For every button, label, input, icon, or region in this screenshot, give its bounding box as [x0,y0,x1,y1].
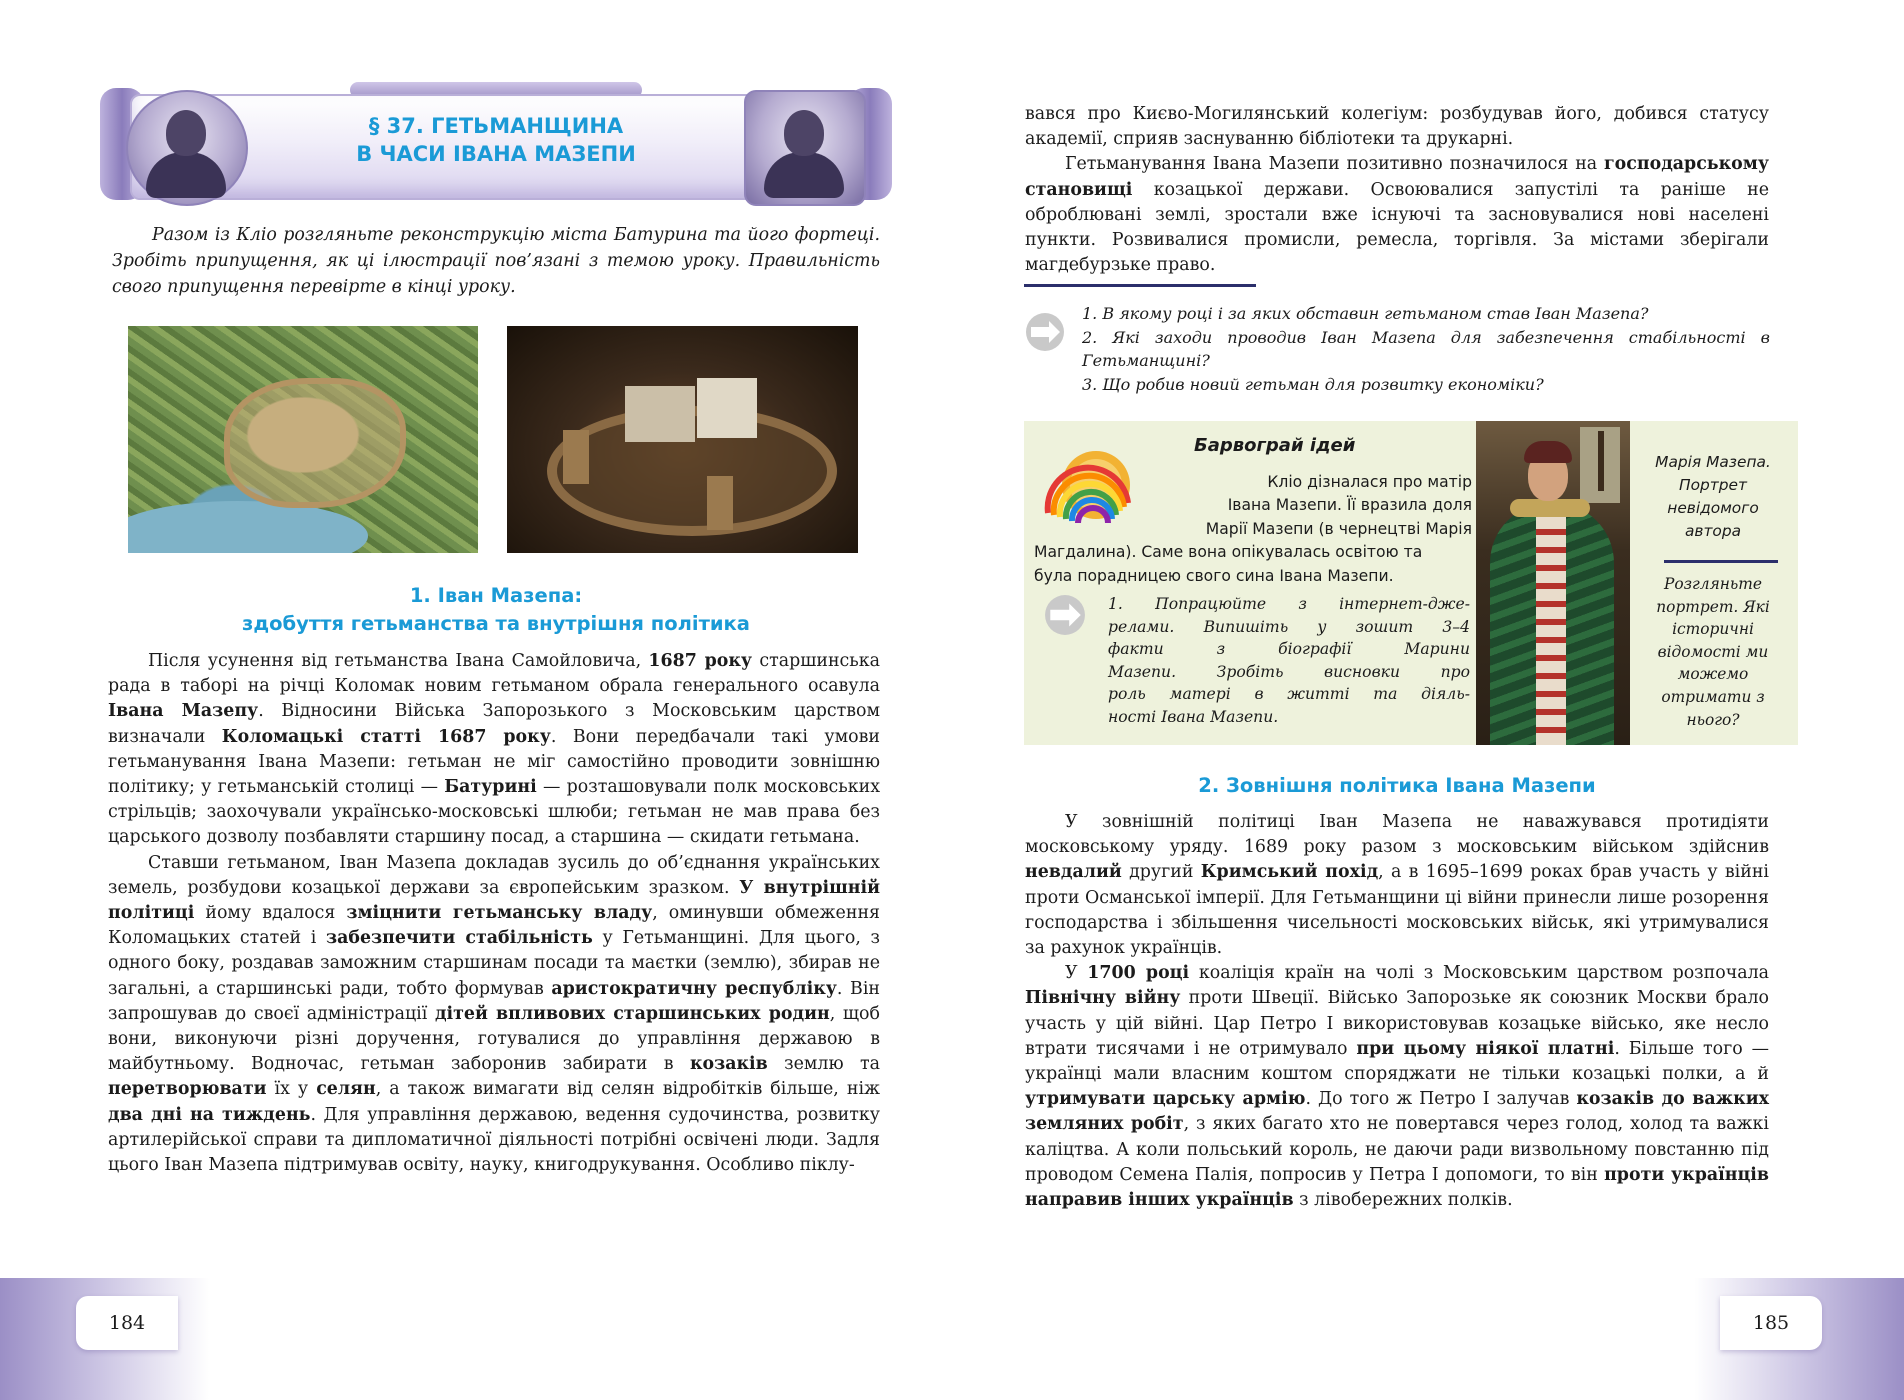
review-questions [1082,302,1770,396]
portrait-task: Розгляньте портрет. Які історичні відомості ми можемо отримати з нього? [1656,575,1770,729]
ideas-box-task: 1. Попрацюйте з інтернет-дже- релами. Випишіть у зошит 3–4 факти з біографії Марини Мазепи. Зробіть висновки про роль матері в житті та діяль- ності Івана Мазепи. [1108,595,1470,726]
ideas-box [1024,421,1798,745]
right-page [952,0,1904,1400]
maria-mazepa-portrait [1476,421,1630,745]
paragraph-internal-policy: Ставши гетьманом, Іван Мазепа докладав зусиль до об’єднання українських земель, розбудови козацької держави за європейським зразком. У внутрішній політиці йому вдалося зміцнити гетьманську владу, оминувши обмеження Коломацьких статей і забезпечити стабільність у Гетьманщині. Для цього, з одного боку, роздавав заможним старшинам посади та маєтки (землю), збирав не загальні, а старшинські ради, тобто формував аристократичну республіку. Він запрошував до своєї адміністрації дітей впливових старшинських родин, щоб вони, виконуючи різні доручення, готувалися до управління державою в майбутньому. Водночас, гетьман заборонив забирати в козаків землю та перетворювати їх у селян, а також вимагати від селян відробітків більше, ніж два дні на тиждень. Для управління державою, ведення судочинства, розвитку артилерійської справи та дипломатичної діяльності потрібні освічені люди. Задля цього Іван Мазепа підтримував освіту, науку, книгодрукування. Особливо піклу- [108,852,881,1176]
right-body-top [1025,102,1769,278]
paragraph-northern-war: У 1700 році коаліція країн на чолі з Московським царством розпочала Північну війну проти Швеції. Військо Запорозьке як союзник Москви брало участь у цій війні. Цар Петро І використовував козацьке військо, яке несло втрати тисячами і не отримувало при цьому ніякої платні. Більше того — українці мали власним коштом споряджати не тільки козацькі полки, а й утримувати царську армію. До того ж Петро І залучав козаків до важких земляних робіт, з яких багато хто не повертався через голод, холод та важкі каліцтва. А коли польський король, не даючи ради визвольному повстанню під проводом Семена Палія, попросив у Петра І допомоги, то він проти українців направив інших українців з лівобережних полків. [1025,963,1770,1211]
chapter-title [260,112,732,168]
ideas-box-title: Барвограй ідей [1194,435,1356,456]
hetman-portrait-right [744,90,866,206]
questions-divider [1024,284,1256,287]
question-item: 2. Які заходи проводив Іван Мазепа для забезпечення стабільності в Гетьманщині? [1082,327,1770,371]
chapter-banner [100,78,892,208]
intro-text: Разом із Кліо розгляньте реконструкцію міста Батурина та його фортеці. Зробіть припущення, як ці ілюстрації пов’язані з темою уроку. Правильність свого припущення перевірте в кінці уроку. [112,225,880,297]
baturyn-reconstruction-image [128,326,478,553]
paragraph-academy: вався про Києво-Могилянський колегіум: розбудував його, добився статусу академії, сприяв заснуванню бібліотеки та друкарні. [1025,104,1769,150]
section2-heading: 2. Зовнішня політика Івана Мазепи [1198,774,1596,797]
baturyn-fortress-image [507,326,858,553]
chapter-title-line1: § 37. ГЕТЬМАНЩИНА [368,114,624,138]
question-item: 3. Що робив новий гетьман для розвитку економіки? [1082,374,1544,394]
ideas-box-text: Кліо дізналася про матір Івана Мазепи. Її вразила доля Марії Мазепи (в чернецтві Марія Магдалина). Саме вона опікувалась освітою та була порадницею свого сина Івана Мазепи. [1034,473,1472,585]
page-number-left: 184 [76,1296,178,1350]
page-number-right: 185 [1720,1296,1822,1350]
left-body-text [108,649,880,1178]
paragraph-election: Після усунення від гетьманства Івана Самойловича, 1687 року старшинська рада в таборі на річці Коломак новим гетьманом обрала генерального осавула Івана Мазепу. Відносини Війська Запорозького з Московським царством визначали Коломацькі статті 1687 року. Вони передбачали такі умови гетьманування Івана Мазепи: гетьман не міг самостійно проводити зовнішню політику; у гетьманській столиці — Батурині — розташовували полк московських стрільців; заохочували українсько-московські шлюби; гетьман не мав права без царського дозволу позбавляти старшину посад, а старшина — скидати гетьмана. [108,651,881,848]
section1-heading-line1: 1. Іван Мазепа: [409,584,583,607]
task-arrow-icon [1044,594,1086,636]
section1-heading [112,582,880,638]
section1-heading-line2: здобуття гетьманства та внутрішня політика [242,612,750,635]
chapter-title-line2: В ЧАСИ ІВАНА МАЗЕПИ [356,142,636,166]
hetman-portrait-left [126,90,248,206]
portrait-caption: Марія Мазепа. Портрет невідомого автора [1655,453,1771,540]
question-item: 1. В якому році і за яких обставин гетьманом став Іван Мазепа? [1082,304,1649,323]
caption-divider [1664,560,1778,563]
right-body-bottom [1025,810,1769,1213]
paragraph-economy: Гетьманування Івана Мазепи позитивно позначилося на господарському становищі козацької держави. Освоювалися запустілі та раніше не оброблювані землі, зростали вже існуючі та засновувалися нові населені пункти. Розвивалися промисли, ремесла, торгівля. За містами зберігали магдебурзьке право. [1025,154,1769,276]
question-arrow-icon [1025,312,1065,352]
paragraph-foreign-policy: У зовнішній політиці Іван Мазепа не наважувався протидіяти московському уряду. 1689 року разом з московським військом здійснив невдалий другий Кримський похід, а в 1695–1699 роках брав участь у війні проти Османської імперії. Для Гетьманщини ці війни принесли лише розорення господарства і збільшення чисельності московських військ, які утримувалися за рахунок українців. [1025,812,1769,959]
